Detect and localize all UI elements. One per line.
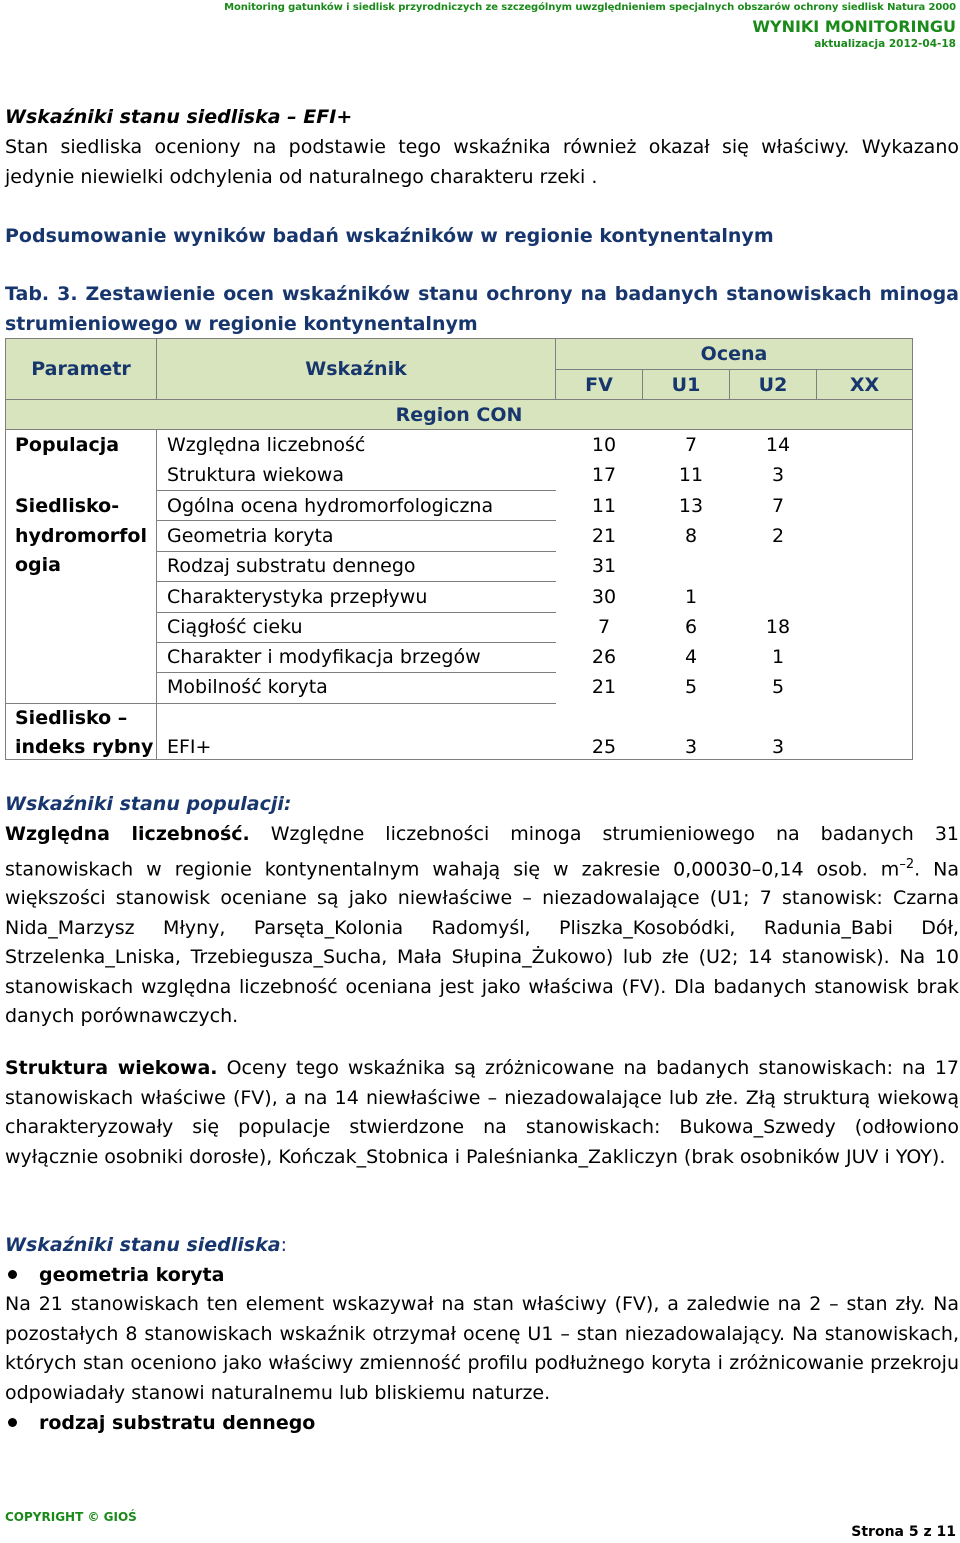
summary-heading: Podsumowanie wyników badań wskaźników w regionie kontynentalnym <box>5 225 774 247</box>
table-row <box>5 732 913 762</box>
lead-struktura-wiekowa: Struktura wiekowa. <box>5 1057 218 1079</box>
value-u1: 4 <box>684 646 698 668</box>
indicator-name: EFI+ <box>167 736 212 758</box>
bullet-dot <box>8 1270 17 1279</box>
population-paragraph-1 <box>5 820 959 1032</box>
population-heading: Wskaźniki stanu populacji: <box>5 793 292 815</box>
value-u2: 18 <box>765 616 791 638</box>
value-fv: 21 <box>591 525 617 547</box>
header-ocena: Ocena <box>555 338 913 370</box>
value-u2: 1 <box>771 646 785 668</box>
table-row <box>5 582 913 612</box>
header-results-title: WYNIKI MONITORINGU <box>752 17 956 36</box>
group-ryby-line1: Siedlisko – <box>15 707 128 729</box>
value-fv: 25 <box>591 736 617 758</box>
indicator-name: Mobilność koryta <box>167 676 328 698</box>
value-u2: 3 <box>771 464 785 486</box>
header-update-date: aktualizacja 2012-04-18 <box>814 38 956 50</box>
table-row <box>5 521 913 551</box>
value-fv: 21 <box>591 676 617 698</box>
indicator-name: Geometria koryta <box>167 525 334 547</box>
table-caption: Tab. 3. Zestawienie ocen wskaźników stanu ochrony na badanych stanowiskach minoga strumieniowego w regionie kontynentalnym <box>5 283 959 335</box>
header-wskaznik: Wskaźnik <box>156 338 556 400</box>
efi-heading: Wskaźniki stanu siedliska – EFI+ <box>5 106 353 128</box>
value-fv: 11 <box>591 495 617 517</box>
population-paragraph-2 <box>5 1054 959 1172</box>
value-u1: 5 <box>684 676 698 698</box>
bullet-dot <box>8 1418 17 1427</box>
value-fv: 17 <box>591 464 617 486</box>
group-hydro-line2: hydromorfol <box>15 525 147 547</box>
value-u1: 6 <box>684 616 698 638</box>
efi-paragraph: Stan siedliska oceniony na podstawie tego wskaźnika również okazał się właściwy. Wykazano jedynie niewielki odchylenia od naturalnego charakteru rzeki . <box>5 136 959 188</box>
region-row: Region CON <box>5 399 913 430</box>
value-u1: 3 <box>684 736 698 758</box>
value-u2: 3 <box>771 736 785 758</box>
table-row <box>5 460 913 490</box>
value-fv: 26 <box>591 646 617 668</box>
value-u2: 14 <box>765 434 791 456</box>
p1-text-a: Względne liczebności minoga strumieniowego na badanych 31 stanowiskach w regionie kontynentalnym wahają się w zakresie 0,00030–0,14 osob. m <box>5 823 959 880</box>
value-u1: 8 <box>684 525 698 547</box>
footer-copyright: COPYRIGHT © GIOŚ <box>5 1510 137 1524</box>
value-fv: 10 <box>591 434 617 456</box>
value-fv: 31 <box>591 555 617 577</box>
p1-superscript: –2 <box>899 856 915 872</box>
value-u2: 5 <box>771 676 785 698</box>
habitat-heading: Wskaźniki stanu siedliska <box>5 1234 281 1256</box>
value-u2: 2 <box>771 525 785 547</box>
bullet-substrat-label: rodzaj substratu dennego <box>39 1412 316 1434</box>
indicator-name: Charakter i modyfikacja brzegów <box>167 646 481 668</box>
header-xx: XX <box>816 369 913 400</box>
table-row <box>5 491 913 521</box>
header-fv: FV <box>555 369 643 400</box>
bullet-substrat <box>5 1409 315 1439</box>
table-row <box>5 672 913 702</box>
group-populacja: Populacja <box>15 434 120 456</box>
header-project-title: Monitoring gatunków i siedlisk przyrodniczych ze szczególnym uwzględnieniem specjalnych obszarów ochrony siedlisk Natura 2000 <box>224 2 956 13</box>
value-u1: 7 <box>684 434 698 456</box>
header-u1: U1 <box>642 369 730 400</box>
indicator-name: Rodzaj substratu dennego <box>167 555 416 577</box>
indicator-name: Względna liczebność <box>167 434 366 456</box>
table-row <box>5 551 913 581</box>
value-u1: 11 <box>678 464 704 486</box>
indicator-name: Ciągłość cieku <box>167 616 303 638</box>
value-u2: 7 <box>771 495 785 517</box>
value-u1: 13 <box>678 495 704 517</box>
bullet-geometria-label: geometria koryta <box>39 1264 225 1286</box>
indicator-name: Ogólna ocena hydromorfologiczna <box>167 495 494 517</box>
habitat-heading-line <box>5 1231 287 1261</box>
lead-wzgledna-liczebnosc: Względna liczebność. <box>5 823 250 845</box>
habitat-heading-colon: : <box>280 1234 287 1256</box>
header-u2: U2 <box>729 369 817 400</box>
value-u1: 1 <box>684 586 698 608</box>
table-row <box>5 430 913 460</box>
group-hydro-line1: Siedlisko- <box>15 495 120 517</box>
table-row <box>5 612 913 642</box>
value-fv: 7 <box>597 616 611 638</box>
header-parametr: Parametr <box>5 338 157 400</box>
group-ryby-line2: indeks rybny <box>15 736 154 758</box>
table-row <box>5 642 913 672</box>
indicator-name: Charakterystyka przepływu <box>167 586 428 608</box>
p2-text: Oceny tego wskaźnika są zróżnicowane na badanych stanowiskach: na 17 stanowiskach właściwe (FV), a na 14 niewłaściwe – niezadowalające lub złe. Złą strukturą wiekową charakteryzowały się populacje stwierdzone na stanowiskach: Bukowa_Szwedy (odłowiono wyłącznie osobniki dorosłe), Kończak_Stobnica i Paleśnianka_Zakliczyn (brak osobników JUV i YOY). <box>5 1057 959 1168</box>
p1-text-b: . Na większości stanowisk oceniane są jako niewłaściwe – niezadowalające (U1; 7 stanowisk: Czarna Nida_Marzysz Młyny, Parsęta_Kolonia Radomyśl, Pliszka_Kosobódki, Radunia_Babi Dół, Strzelenka_Lniska, Trzebiegusza_Sucha, Mała Słupina_Żukowo) lub złe (U2; 14 stanowisk). Na 10 stanowiskach względna liczebność oceniana jest jako właściwa (FV). Dla badanych stanowisk brak danych porównawczych. <box>5 857 959 1028</box>
footer-page-number: Strona 5 z 11 <box>851 1524 956 1540</box>
value-fv: 30 <box>591 586 617 608</box>
indicator-name: Struktura wiekowa <box>167 464 344 486</box>
habitat-paragraph: Na 21 stanowiskach ten element wskazywał na stan właściwy (FV), a zaledwie na 2 – stan zły. Na pozostałych 8 stanowiskach wskaźnik otrzymał ocenę U1 – stan niezadowalający. Na stanowiskach, których stan oceniono jako właściwy zmienność profilu podłużnego koryta i zróżnicowanie przekroju odpowiadały stanowi naturalnemu lub bliskiemu naturze. <box>5 1293 959 1404</box>
bullet-geometria <box>5 1261 224 1291</box>
group-hydro-line3: ogia <box>15 554 61 576</box>
